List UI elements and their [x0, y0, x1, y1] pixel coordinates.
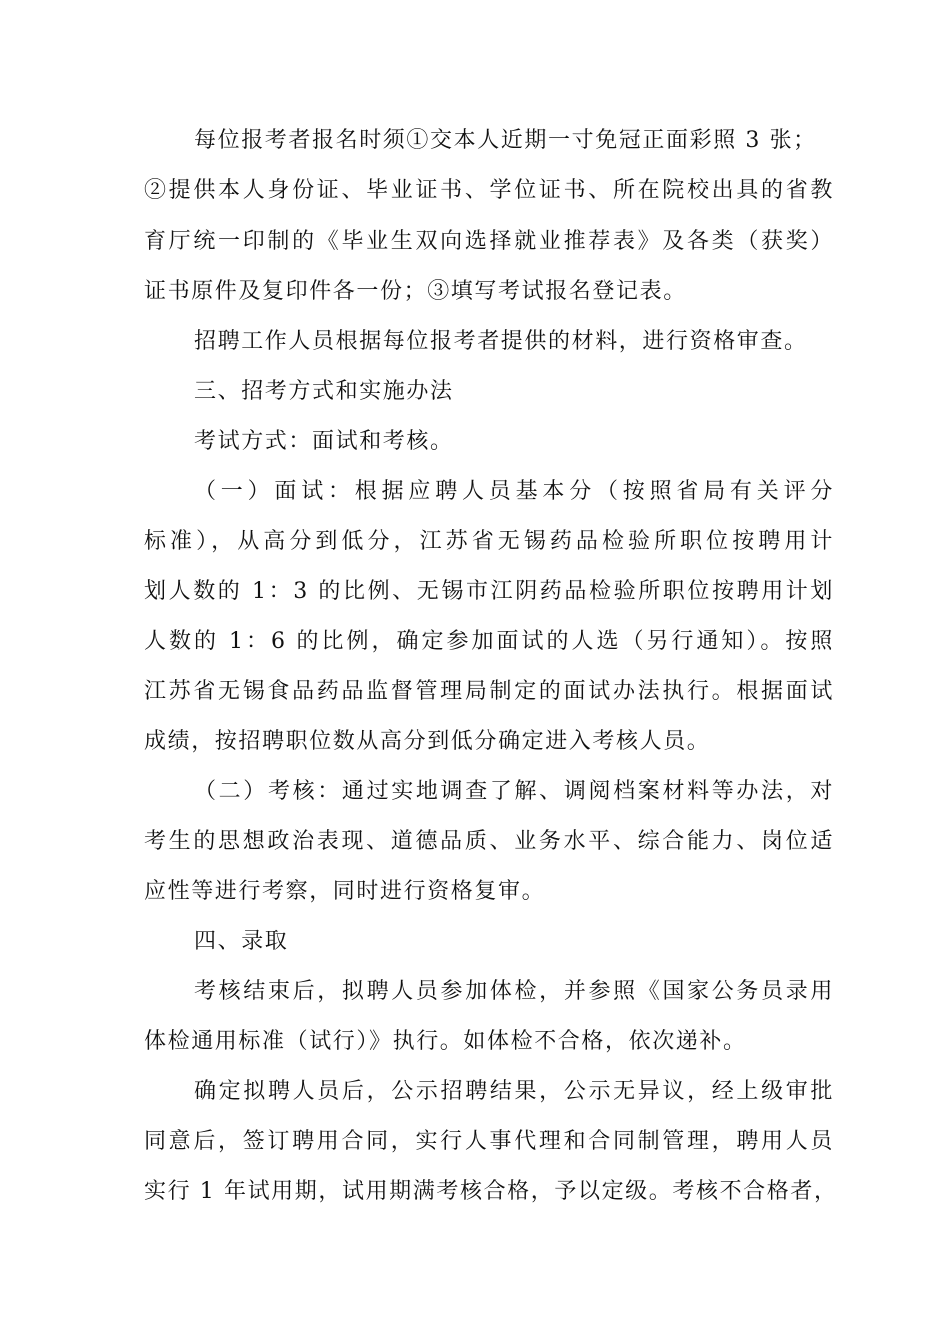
text-line: 育厅统一印制的《毕业生双向选择就业推荐表》及各类（获奖）	[144, 229, 834, 254]
section-heading: 四、录取	[194, 929, 289, 954]
text-line: 考生的思想政治表现、道德品质、业务水平、综合能力、岗位适	[144, 829, 834, 854]
text-line: 实行 1 年试用期，试用期满考核合格，予以定级。考核不合格者，	[144, 1179, 838, 1204]
text-line: 证书原件及复印件各一份；③填写考试报名登记表。	[144, 279, 687, 304]
text-line: 划人数的 1：3 的比例、无锡市江阴药品检验所职位按聘用计划	[144, 579, 834, 604]
text-line: 标准），从高分到低分，江苏省无锡药品检验所职位按聘用计	[144, 529, 834, 554]
text-line: 同意后，签订聘用合同，实行人事代理和合同制管理，聘用人员	[144, 1129, 834, 1154]
text-line: 确定拟聘人员后，公示招聘结果，公示无异议，经上级审批	[194, 1079, 834, 1104]
text-line: 江苏省无锡食品药品监督管理局制定的面试办法执行。根据面试	[144, 679, 834, 704]
text-line: 招聘工作人员根据每位报考者提供的材料，进行资格审查。	[194, 329, 808, 354]
text-line: 体检通用标准（试行）》执行。如体检不合格，依次递补。	[144, 1029, 747, 1054]
text-line: 成绩，按招聘职位数从高分到低分确定进入考核人员。	[144, 729, 711, 754]
text-line: 应性等进行考察，同时进行资格复审。	[144, 879, 546, 904]
text-line: 每位报考者报名时须①交本人近期一寸免冠正面彩照 3 张；	[194, 128, 817, 153]
text-line: （二）考核：通过实地调查了解、调阅档案材料等办法，对	[194, 779, 834, 804]
text-line: ②提供本人身份证、毕业证书、学位证书、所在院校出具的省教	[144, 178, 834, 203]
text-line: 考核结束后，拟聘人员参加体检，并参照《国家公务员录用	[194, 979, 834, 1004]
text-line: 人数的 1：6 的比例，确定参加面试的人选（另行通知）。按照	[144, 629, 834, 654]
text-line: （一）面试：根据应聘人员基本分（按照省局有关评分	[194, 479, 834, 504]
text-line: 考试方式：面试和考核。	[194, 429, 454, 454]
section-heading: 三、招考方式和实施办法	[194, 379, 454, 404]
